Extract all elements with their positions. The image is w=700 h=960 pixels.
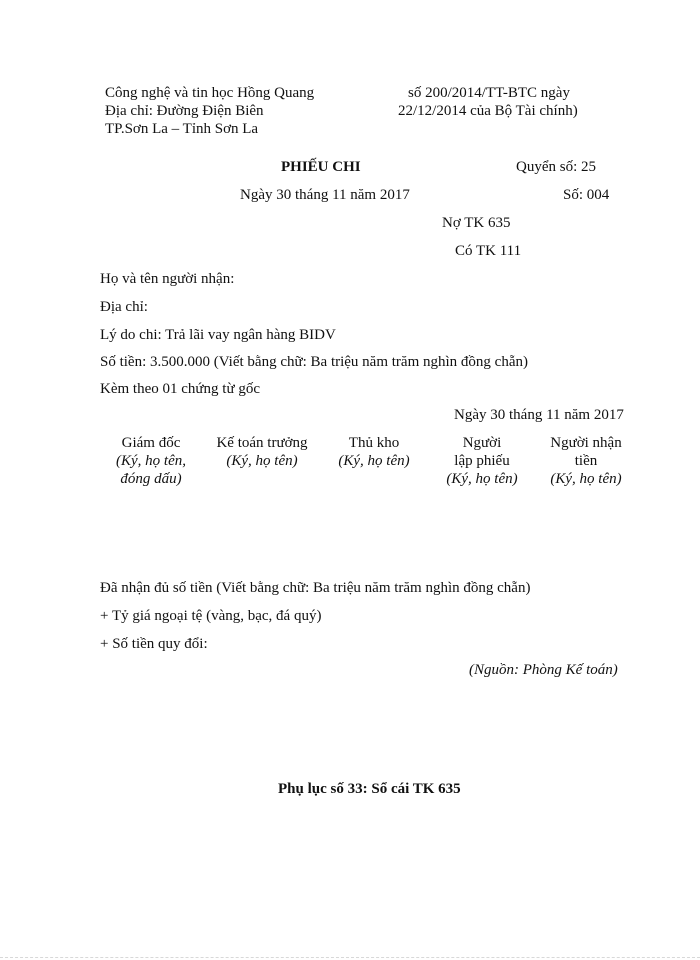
signature-role: Người nhận tiền — [550, 435, 622, 469]
voucher-title: PHIẾU CHI — [281, 159, 361, 175]
book-number: Quyển số: 25 — [516, 159, 596, 175]
company-name: Công nghệ và tin học Hồng Quang — [105, 85, 315, 101]
appendix-title: Phụ lục số 33: Sổ cái TK 635 — [278, 781, 461, 797]
debit-account: Nợ TK 635 — [442, 215, 511, 231]
signature-director — [96, 434, 206, 488]
signature-note: (Ký, họ tên, đóng dấu) — [116, 453, 186, 487]
page-divider — [0, 957, 700, 958]
amount-field: Số tiền: 3.500.000 (Viết bằng chữ: Ba triệu năm trăm nghìn đồng chẵn) — [100, 354, 528, 370]
signature-note: (Ký, họ tên) — [446, 471, 518, 487]
recipient-field: Họ và tên người nhận: — [100, 271, 235, 287]
exchange-rate-line: + Tỷ giá ngoại tệ (vàng, bạc, đá quý) — [100, 608, 322, 624]
company-city: TP.Sơn La – Tỉnh Sơn La — [105, 121, 259, 137]
signature-note: (Ký, họ tên) — [226, 453, 298, 469]
company-address: Địa chỉ: Đường Điện Biên — [105, 103, 264, 119]
signature-receiver — [540, 434, 632, 488]
credit-account: Có TK 111 — [455, 243, 522, 259]
voucher-number: Số: 004 — [563, 187, 610, 203]
regulation-line-1: số 200/2014/TT-BTC ngày — [408, 85, 570, 101]
signature-role: Giám đốc — [121, 435, 181, 451]
signature-role: Người lập phiếu — [454, 435, 510, 469]
sign-date: Ngày 30 tháng 11 năm 2017 — [454, 407, 624, 423]
address-field: Địa chỉ: — [100, 299, 148, 315]
signature-note: (Ký, họ tên) — [338, 453, 410, 469]
signature-preparer — [436, 434, 528, 488]
attachment-field: Kèm theo 01 chứng từ gốc — [100, 381, 260, 397]
signature-storekeeper — [328, 434, 420, 470]
reason-field: Lý do chi: Trả lãi vay ngân hàng BIDV — [100, 327, 336, 343]
regulation-line-2: 22/12/2014 của Bộ Tài chính) — [398, 103, 578, 119]
signature-role: Kế toán trưởng — [216, 435, 308, 451]
voucher-date: Ngày 30 tháng 11 năm 2017 — [240, 187, 410, 203]
converted-amount-line: + Số tiền quy đổi: — [100, 636, 208, 652]
source-note: (Nguồn: Phòng Kế toán) — [469, 662, 618, 678]
received-statement: Đã nhận đủ số tiền (Viết bằng chữ: Ba triệu năm trăm nghìn đồng chẵn) — [100, 580, 531, 596]
signature-chief-accountant — [206, 434, 318, 470]
signature-note: (Ký, họ tên) — [550, 471, 622, 487]
signature-role: Thủ kho — [348, 435, 400, 451]
